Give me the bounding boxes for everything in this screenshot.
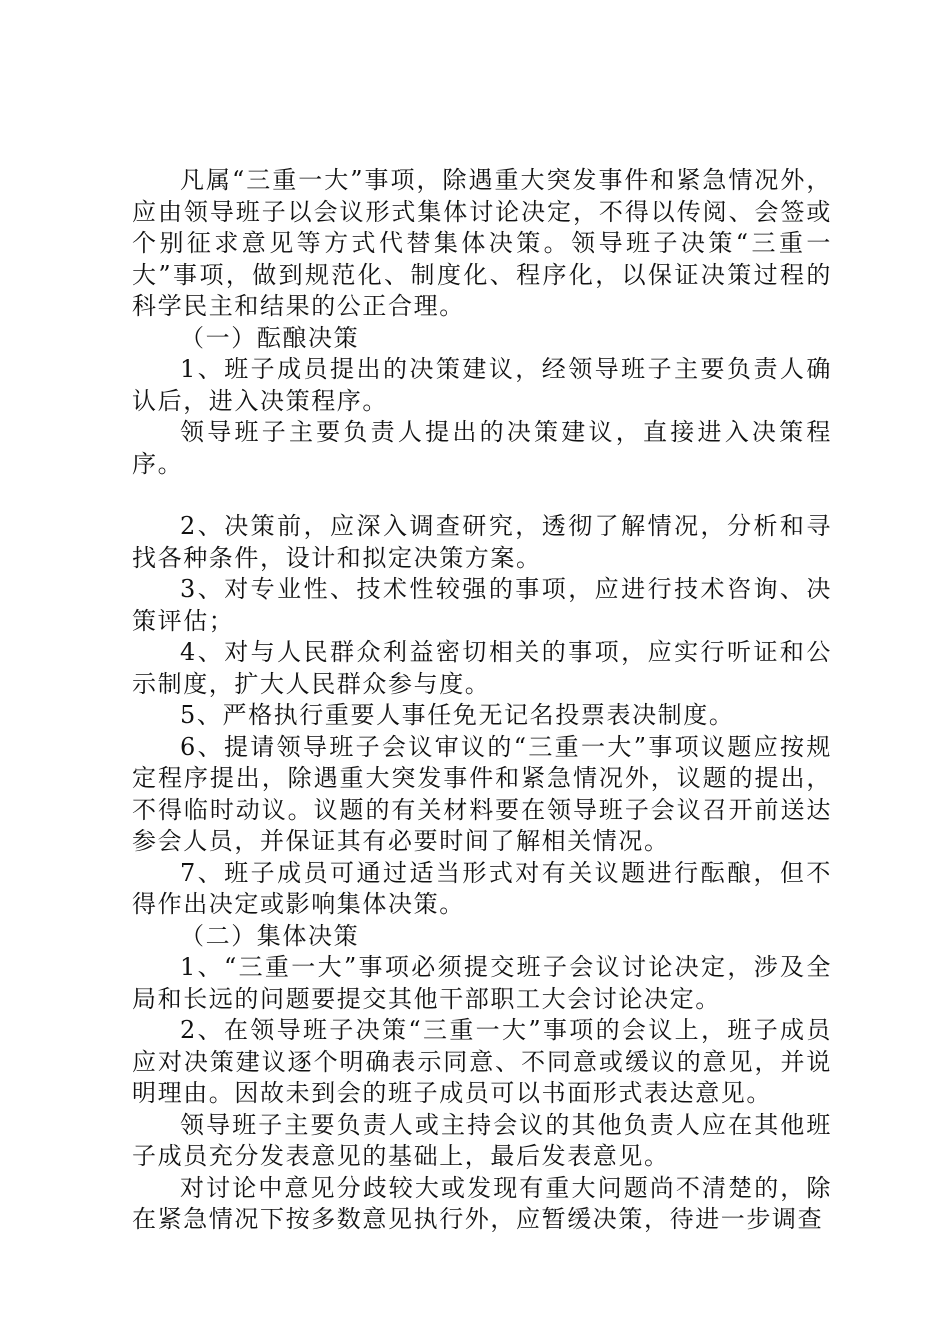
paragraph-collective-2: 2、在领导班子决策“三重一大”事项的会议上，班子成员应对决策建议逐个明确表示同意、不同意或缓议的意见，并说明理由。因故未到会的班子成员可以书面形式表达意见。 [132, 1016, 832, 1107]
paragraph-item-4: 4、对与人民群众利益密切相关的事项，应实行听证和公示制度，扩大人民群众参与度。 [132, 638, 832, 698]
paragraph-item-3: 3、对专业性、技术性较强的事项，应进行技术咨询、决策评估； [132, 575, 832, 635]
section-heading-collective-decision: （二）集体决策 [180, 921, 360, 950]
paragraph-item-2: 2、决策前，应深入调查研究，透彻了解情况，分析和寻找各种条件，设计和拟定决策方案。 [132, 512, 832, 572]
document-body [132, 165, 832, 1236]
paragraph-disagreement: 对讨论中意见分歧较大或发现有重大问题尚不清楚的，除在紧急情况下按多数意见执行外，应暂缓决策，待进一步调查 [132, 1173, 832, 1233]
paragraph-collective-1: 1、“三重一大”事项必须提交班子会议讨论决定，涉及全局和长远的问题要提交其他干部职工大会讨论决定。 [132, 953, 832, 1013]
paragraph-item-1: 1、班子成员提出的决策建议，经领导班子主要负责人确认后，进入决策程序。 [132, 355, 832, 415]
paragraph-item-5: 5、严格执行重要人事任免无记名投票表决制度。 [180, 701, 735, 729]
section-heading-deliberation: （一）酝酿决策 [180, 323, 360, 352]
paragraph-leader-proposal: 领导班子主要负责人提出的决策建议，直接进入决策程序。 [132, 418, 832, 478]
paragraph-item-7: 7、班子成员可通过适当形式对有关议题进行酝酿，但不得作出决定或影响集体决策。 [132, 858, 832, 918]
intro-paragraph: 凡属“三重一大”事项，除遇重大突发事件和紧急情况外，应由领导班子以会议形式集体讨论决定，不得以传阅、会签或个别征求意见等方式代替集体决策。领导班子决策“三重一大”事项，做到规范化、制度化、程序化，以保证决策过程的科学民主和结果的公正合理。 [132, 166, 832, 320]
paragraph-leader-final-opinion: 领导班子主要负责人或主持会议的其他负责人应在其他班子成员充分发表意见的基础上，最后发表意见。 [132, 1110, 832, 1170]
paragraph-item-6: 6、提请领导班子会议审议的“三重一大”事项议题应按规定程序提出，除遇重大突发事件和紧急情况外，议题的提出，不得临时动议。议题的有关材料要在领导班子会议召开前送达参会人员，并保证其有必要时间了解相关情况。 [132, 732, 832, 855]
